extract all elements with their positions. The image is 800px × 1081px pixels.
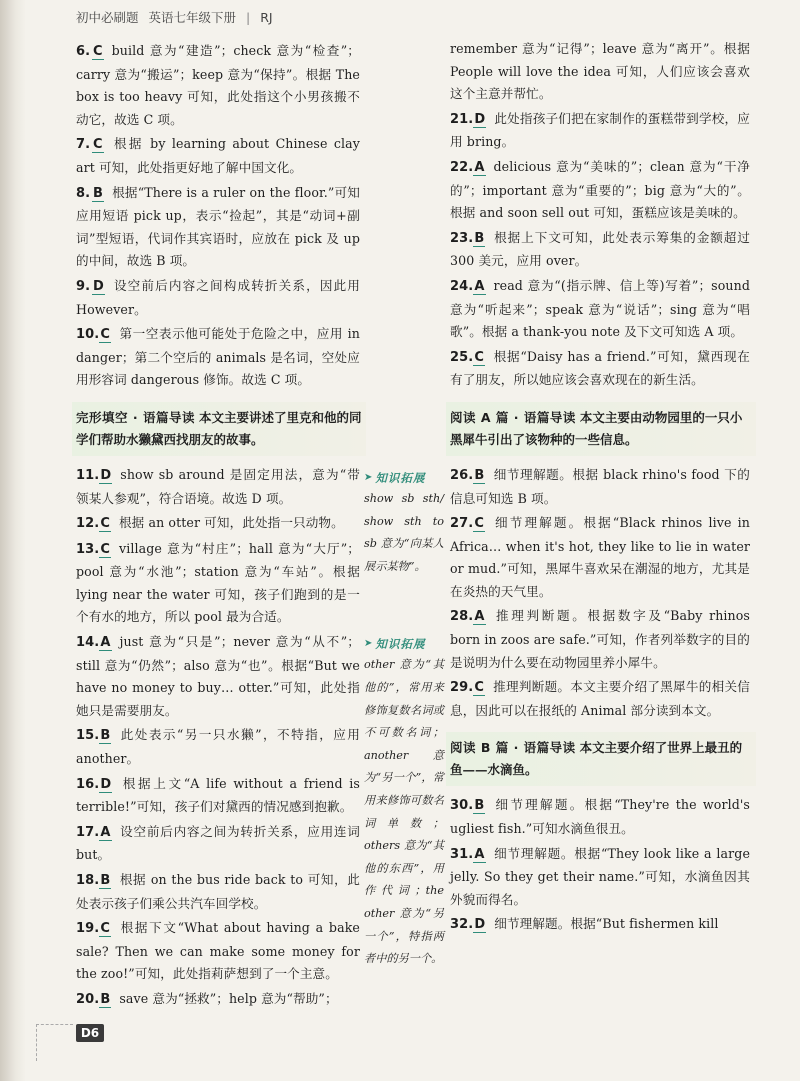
answer-item	[450, 464, 750, 510]
item-answer: C	[474, 516, 484, 532]
item-explanation: 根据 on the bus ride back to 可知，此处表示孩子们乘公共汽车回学校。	[76, 872, 360, 911]
answer-item	[76, 988, 360, 1012]
answer-item	[76, 512, 360, 536]
item-explanation: 此处表示“另一只水獭”，不特指，应用 another。	[76, 727, 360, 767]
item-answer: A	[100, 824, 111, 840]
page-corner-mark	[36, 1024, 73, 1061]
item-answer: D	[474, 917, 486, 933]
item-number: 7.	[76, 137, 91, 153]
item-answer: B	[474, 467, 485, 483]
answer-item	[450, 108, 750, 154]
guide-text: 本文主要介绍了世界上最丑的鱼——水滴鱼。	[450, 740, 743, 778]
answer-item	[76, 275, 360, 321]
item-number: 12.	[76, 516, 100, 532]
item-number: 29.	[450, 680, 474, 696]
knowledge-note	[364, 468, 444, 578]
answer-item	[450, 843, 750, 912]
item-explanation: 此处指孩子们把在家制作的蛋糕带到学校，应用 bring。	[450, 110, 750, 150]
item-answer: C	[100, 327, 110, 343]
item-explanation: 细节理解题。根据“They're the world's ugliest fish.”可知水滴鱼很丑。	[450, 797, 750, 837]
item-explanation: 细节理解题。根据 black rhino's food 下的信息可知选 B 项。	[450, 466, 750, 506]
answer-item	[450, 913, 750, 937]
answer-item	[76, 40, 360, 131]
item-explanation: 根据下文“What about having a bake sale? Then we can make some money for the zoo!”可知，此处指莉萨想到了一个主意。	[76, 920, 360, 982]
item-explanation: 细节理解题。根据“Black rhinos live in Africa… when it's hot, they like to lie in water or mud.”可知，黑犀牛喜欢呆在潮湿的地方，尤其是在炎热的天气里。	[450, 515, 750, 599]
item-number: 6.	[76, 44, 91, 59]
item-explanation: 根据 by learning about Chinese clay art 可知，此处指更好地了解中国文化。	[76, 136, 360, 175]
item-number: 19.	[76, 921, 100, 937]
item-number: 16.	[76, 776, 100, 792]
arrow-icon: ➤	[364, 638, 374, 650]
item-number: 13.	[76, 541, 100, 557]
item-number: 32.	[450, 917, 474, 933]
item-answer: D	[100, 467, 112, 483]
answer-item	[76, 133, 360, 179]
answer-item	[76, 917, 360, 986]
item-number: 10.	[76, 327, 100, 343]
arrow-icon: ➤	[364, 472, 374, 483]
running-header	[76, 6, 273, 28]
answer-item-continued	[450, 38, 750, 106]
section-guide-reading-a	[446, 402, 756, 456]
guide-title: 完形填空 · 语篇导读	[76, 409, 195, 425]
item-explanation: 根据“Daisy has a friend.”可知，黛西现在有了朋友，所以她应该会喜欢现在的新生活。	[450, 348, 750, 388]
guide-title: 阅读 A 篇 · 语篇导读	[450, 409, 576, 425]
item-answer: C	[100, 921, 110, 937]
answer-item	[450, 156, 750, 225]
item-explanation: 根据上下文可知，此处表示筹集的金额超过 300 美元，应用 over。	[450, 229, 750, 269]
item-answer: C	[93, 137, 103, 153]
item-answer: B	[474, 798, 485, 814]
item-number: 21.	[450, 111, 474, 127]
note-title-text: 知识拓展	[375, 637, 426, 652]
item-number: 17.	[76, 824, 100, 840]
answer-item	[76, 631, 360, 722]
item-explanation: 设空前后内容之间为转折关系，应用连词 but。	[76, 823, 360, 863]
item-number: 8.	[76, 185, 91, 201]
item-answer: B	[100, 873, 111, 888]
item-number: 9.	[76, 278, 91, 294]
answer-item	[450, 346, 750, 392]
item-explanation: remember 意为“记得”；leave 意为“离开”。根据 People will love the idea 可知，人们应该会喜欢这个主意并帮忙。	[450, 41, 750, 102]
knowledge-note	[364, 634, 444, 970]
answer-item	[450, 605, 750, 674]
item-answer: A	[100, 635, 111, 651]
answer-item	[76, 724, 360, 770]
item-answer: B	[100, 728, 111, 744]
item-number: 28.	[450, 609, 474, 625]
note-title-text: 知识拓展	[375, 471, 426, 485]
item-number: 23.	[450, 230, 474, 246]
item-number: 18.	[76, 873, 100, 888]
header-subject: 英语七年级下册	[148, 10, 237, 25]
item-explanation: 根据“There is a ruler on the floor.”可知应用短语 pick up，表示“捡起”，其是“动词+副词”型短语，代词作其宾语时，应放在 pick 及 up 的中间，故选 B 项。	[76, 184, 360, 269]
header-book: 初中必刷题	[76, 10, 139, 25]
item-answer: C	[100, 541, 110, 557]
guide-text: 本文主要讲述了里克和他的同学们帮助水獭黛西找朋友的故事。	[76, 409, 362, 447]
item-answer: D	[100, 776, 112, 792]
item-number: 11.	[76, 467, 100, 483]
item-explanation: show sb around 是固定用法，意为“带领某人参观”，符合语境。故选 D 项。	[76, 466, 360, 506]
answer-item	[76, 323, 360, 392]
answer-item	[76, 821, 360, 867]
item-answer: C	[474, 349, 484, 365]
item-explanation: 设空前后内容之间构成转折关系，因此用 However。	[76, 277, 360, 317]
header-separator: |	[246, 9, 251, 25]
right-column	[450, 38, 750, 939]
item-explanation: 推理判断题。根据数字及“Baby rhinos born in zoos are safe.”可知，作者列举数字的目的是说明为什么要在动物园里养小犀牛。	[450, 608, 750, 670]
item-answer: C	[100, 516, 110, 532]
item-explanation: save 意为“拯救”；help 意为“帮助”；	[119, 990, 338, 1006]
answer-item	[76, 538, 360, 629]
answer-item	[76, 773, 360, 819]
item-answer: B	[474, 230, 485, 246]
item-answer: A	[474, 159, 485, 175]
item-answer: D	[93, 278, 104, 294]
item-answer: A	[474, 846, 485, 862]
section-guide-cloze	[72, 402, 366, 456]
side-notes-column	[364, 468, 444, 971]
section-guide-reading-b	[446, 732, 756, 786]
answer-item	[450, 676, 750, 722]
item-number: 27.	[450, 516, 474, 532]
answer-item	[450, 512, 750, 603]
item-answer: B	[93, 185, 104, 201]
item-explanation: 第一空表示他可能处于危险之中，应用 in danger；第二个空后的 animals 是名词，空处应用形容词 dangerous 修饰。故选 C 项。	[76, 326, 360, 388]
item-number: 24.	[450, 278, 474, 294]
item-number: 14.	[76, 635, 100, 651]
item-number: 26.	[450, 467, 474, 483]
item-explanation: 推理判断题。本文主要介绍了黑犀牛的相关信息，因此可以在报纸的 Animal 部分读到本文。	[450, 679, 750, 718]
item-number: 31.	[450, 846, 474, 862]
item-explanation: just 意为“只是”；never 意为“从不”；still 意为“仍然”；also 意为“也”。根据“But we have no money to buy… otter.”可知，此处指她只是需要朋友。	[76, 634, 360, 718]
answer-item	[450, 227, 750, 273]
answer-item	[450, 275, 750, 344]
item-number: 15.	[76, 728, 100, 744]
answer-item	[76, 182, 360, 273]
item-explanation: 细节理解题。根据“But fishermen kill	[494, 916, 719, 932]
item-answer: C	[93, 44, 103, 59]
guide-title: 阅读 B 篇 · 语篇导读	[450, 740, 576, 756]
note-body: other 意为“其他的”，常用来修饰复数名词或不可数名词；another 意为“另一个”，常用来修饰可数名词单数；others 意为“其他的东西”，用作代词；the other 意为“另一个”，特指两者中的另一个。	[364, 658, 444, 966]
item-explanation: village 意为“村庄”；hall 意为“大厅”；pool 意为“水池”；station 意为“车站”。根据 lying near the water 可知，孩子们跑到的是一个有水的地方，所以 pool 最为合适。	[76, 540, 360, 625]
item-explanation: 细节理解题。根据“They look like a large jelly. So they get their name.”可知，水滴鱼因其外貌而得名。	[450, 845, 750, 907]
note-title	[364, 634, 444, 654]
answer-item	[76, 869, 360, 915]
note-title	[364, 468, 444, 488]
item-explanation: read 意为“(指示牌、信上等)写着”；sound 意为“听起来”；speak 意为“说话”；sing 意为“唱歌”。根据 a thank-you note 及下文可知选 A 项。	[450, 277, 750, 340]
answer-item	[450, 794, 750, 840]
guide-text: 本文主要由动物园里的一只小黑犀牛引出了该物种的一些信息。	[450, 409, 743, 447]
item-explanation: delicious 意为“美味的”；clean 意为“干净的”；important 意为“重要的”；big 意为“大的”。根据 and soon sell out 可知，蛋糕应该是美味的。	[450, 158, 750, 221]
item-number: 20.	[76, 991, 100, 1007]
answer-item	[76, 464, 360, 510]
left-column	[76, 40, 360, 1014]
book-spine-shadow	[0, 0, 26, 1081]
item-answer: A	[474, 278, 485, 294]
item-number: 30.	[450, 798, 474, 814]
item-explanation: 根据 an otter 可知，此处指一只动物。	[118, 515, 344, 531]
item-number: 25.	[450, 349, 474, 365]
item-explanation: 根据上文“A life without a friend is terrible!”可知，孩子们对黛西的情况感到抱歉。	[76, 775, 360, 815]
item-explanation: build 意为“建造”；check 意为“检查”；carry 意为“搬运”；keep 意为“保持”。根据 The box is too heavy 可知，此处指这个小男孩搬不动它，故选 C 项。	[76, 43, 360, 127]
note-body: show sb sth/ show sth to sb 意为“向某人展示某物”。	[364, 492, 444, 573]
item-answer: C	[474, 680, 484, 696]
item-answer: B	[100, 991, 111, 1007]
page-number: D6	[76, 1024, 104, 1042]
item-answer: D	[474, 111, 486, 127]
header-edition: RJ	[260, 9, 273, 25]
item-number: 22.	[450, 159, 474, 175]
item-answer: A	[474, 609, 485, 625]
